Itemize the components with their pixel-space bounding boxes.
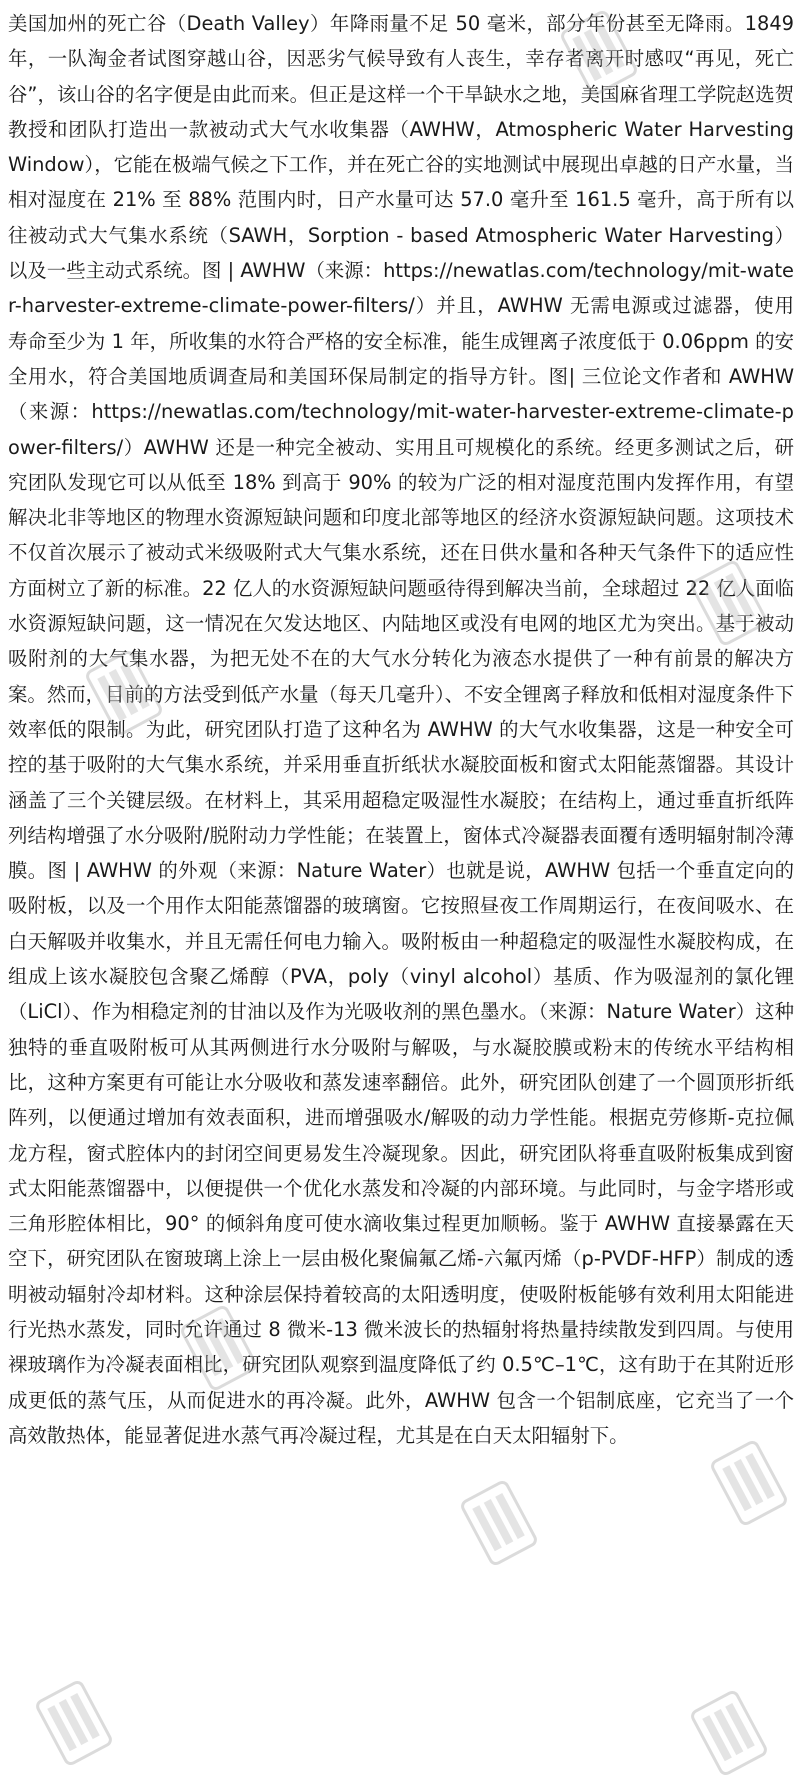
watermark-glyph-icon [453,1471,545,1574]
watermark-logo [453,1471,545,1574]
watermark-logo [683,1681,775,1784]
article-body [8,6,794,1453]
watermark-logo [28,1671,120,1774]
article-paragraph: 美国加州的死亡谷（Death Valley）年降雨量不足 50 毫米，部分年份甚至无降雨。1849 年，一队淘金者试图穿越山谷，因恶劣气候导致有人丧生，幸存者离开时感叹“再见，死亡谷”，该山谷的名字便是由此而来。但正是这样一个干旱缺水之地，美国麻省理工学院赵选贺教授和团队打造出一款被动式大气水收集器（AWHW，Atmospheric Water Harvesting Window），它能在极端气候之下工作，并在死亡谷的实地测试中展现出卓越的日产水量，当相对湿度在 21% 至 88% 范围内时，日产水量可达 57.0 毫升至 161.5 毫升，高于所有以往被动式大气集水系统（SAWH，Sorption - based Atmospheric Water Harvesting）以及一些主动式系统。图 | AWHW（来源：https://newatlas.com/technology/mit-water-harvester-extreme-climate-power-filters/）并且，AWHW 无需电源或过滤器，使用寿命至少为 1 年，所收集的水符合严格的安全标准，能生成锂离子浓度低于 0.06ppm 的安全用水，符合美国地质调查局和美国环保局制定的指导方针。图| 三位论文作者和 AWHW（来源：https://newatlas.com/technology/mit-water-harvester-extreme-climate-power-filters/）AWHW 还是一种完全被动、实用且可规模化的系统。经更多测试之后，研究团队发现它可以从低至 18% 到高于 90% 的较为广泛的相对湿度范围内发挥作用，有望解决北非等地区的物理水资源短缺问题和印度北部等地区的经济水资源短缺问题。这项技术不仅首次展示了被动式米级吸附式大气集水系统，还在日供水量和各种天气条件下的适应性方面树立了新的标准。22 亿人的水资源短缺问题亟待得到解决当前，全球超过 22 亿人面临水资源短缺问题，这一情况在欠发达地区、内陆地区或没有电网的地区尤为突出。基于被动吸附剂的大气集水器，为把无处不在的大气水分转化为液态水提供了一种有前景的解决方案。然而，目前的方法受到低产水量（每天几毫升）、不安全锂离子释放和低相对湿度条件下效率低的限制。为此，研究团队打造了这种名为 AWHW 的大气水收集器，这是一种安全可控的基于吸附的大气集水系统，并采用垂直折纸状水凝胶面板和窗式太阳能蒸馏器。其设计涵盖了三个关键层级。在材料上，其采用超稳定吸湿性水凝胶；在结构上，通过垂直折纸阵列结构增强了水分吸附/脱附动力学性能；在装置上，窗体式冷凝器表面覆有透明辐射制冷薄膜。图 | AWHW 的外观（来源：Nature Water）也就是说，AWHW 包括一个垂直定向的吸附板，以及一个用作太阳能蒸馏器的玻璃窗。它按照昼夜工作周期运行，在夜间吸水、在白天解吸并收集水，并且无需任何电力输入。吸附板由一种超稳定的吸湿性水凝胶构成，在组成上该水凝胶包含聚乙烯醇（PVA，poly（vinyl alcohol）基质、作为吸湿剂的氯化锂（LiCl）、作为相稳定剂的甘油以及作为光吸收剂的黑色墨水。（来源：Nature Water）这种独特的垂直吸附板可从其两侧进行水分吸附与解吸，与水凝胶膜或粉末的传统水平结构相比，这种方案更有可能让水分吸收和蒸发速率翻倍。此外，研究团队创建了一个圆顶形折纸阵列，以便通过增加有效表面积，进而增强吸水/解吸的动力学性能。根据克劳修斯-克拉佩龙方程，窗式腔体内的封闭空间更易发生冷凝现象。因此，研究团队将垂直吸附板集成到窗式太阳能蒸馏器中，以便提供一个优化水蒸发和冷凝的内部环境。与此同时，与金字塔形或三角形腔体相比，90° 的倾斜角度可使水滴收集过程更加顺畅。鉴于 AWHW 直接暴露在天空下，研究团队在窗玻璃上涂上一层由极化聚偏氟乙烯-六氟丙烯（p-PVDF-HFP）制成的透明被动辐射冷却材料。这种涂层保持着较高的太阳透明度，使吸附板能够有效利用太阳能进行光热水蒸发，同时允许通过 8 微米-13 微米波长的热辐射将热量持续散发到四周。与使用裸玻璃作为冷凝表面相比，研究团队观察到温度降低了约 0.5℃–1℃，这有助于在其附近形成更低的蒸气压，从而促进水的再冷凝。此外，AWHW 包含一个铝制底座，它充当了一个高效散热体，能显著促进水蒸气再冷凝过程，尤其是在白天太阳辐射下。 [8,12,794,1447]
watermark-glyph-icon [28,1671,120,1774]
watermark-glyph-icon [683,1681,775,1784]
